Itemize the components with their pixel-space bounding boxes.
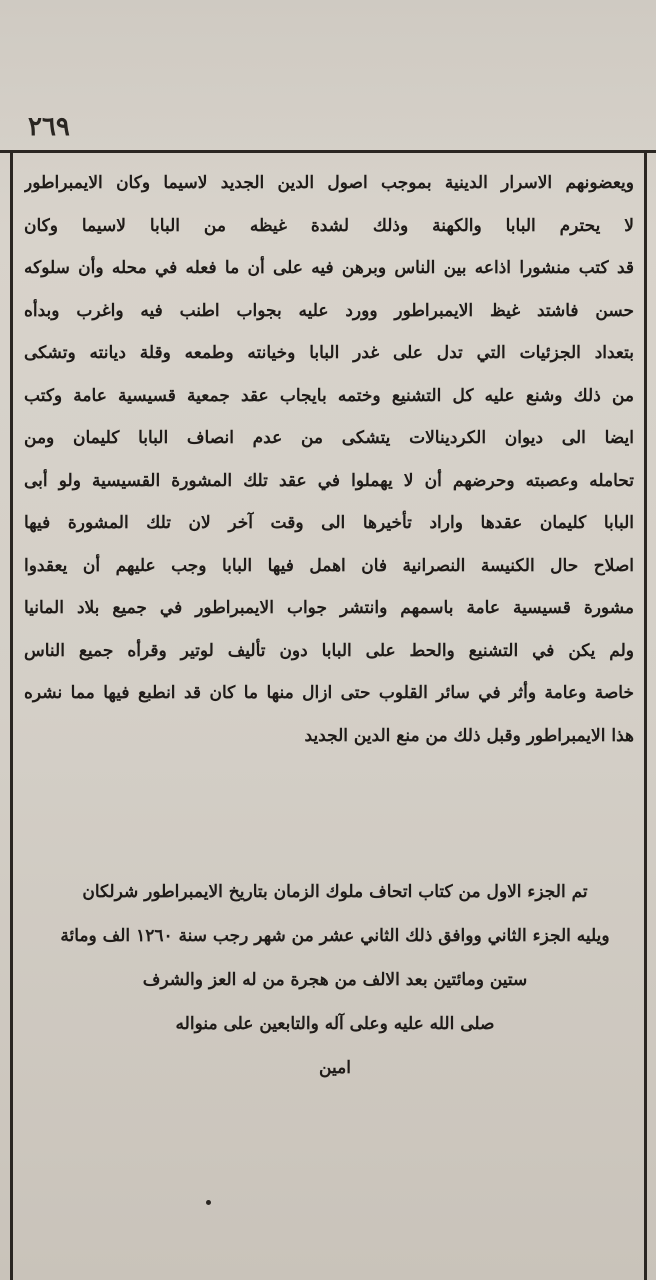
text-line-12: ولم يكن في التشنيع والحط على البابا دون تأليف لوتير وقرأه جميع الناس (24, 640, 634, 661)
colophon-line-5: امين (319, 1058, 351, 1078)
colophon-line-2: ويليه الجزء الثاني ووافق ذلك الثاني عشر من شهر رجب سنة ١٢٦٠ الف ومائة (60, 926, 610, 946)
colophon-line-4: صلى الله عليه وعلى آله والتابعين على منواله (175, 1014, 495, 1034)
text-line-3: قد كتب منشورا اذاعه بين الناس وبرهن فيه على أن ما فعله في محله وأن سلوكه (24, 258, 634, 278)
right-border-rule (644, 150, 647, 1280)
text-line-14: هذا الايمبراطور وقبل ذلك من منع الدين الجديد (304, 725, 634, 746)
colophon-line-1: تم الجزء الاول من كتاب اتحاف ملوك الزمان بتاريخ الايمبراطور شرلكان (82, 882, 588, 902)
colophon-block (40, 870, 630, 1090)
text-line-7: ايضا الى ديوان الكردينالات يتشكى من عدم انصاف البابا كليمان ومن (24, 428, 634, 448)
text-line-1: ويعضونهم الاسرار الدينية بموجب اصول الدين الجديد لاسيما وكان الايمبراطور (24, 173, 634, 193)
text-line-11: مشورة قسيسية عامة باسمهم وانتشر جواب الايمبراطور في جميع بلاد المانيا (24, 598, 634, 618)
text-line-10: اصلاح حال الكنيسة النصرانية فان اهمل فيها البابا وجب عليهم أن يعقدوا (24, 555, 634, 576)
top-border-rule (0, 150, 656, 153)
text-line-2: لا يحترم البابا والكهنة وذلك لشدة غيظه من البابا لاسيما وكان (24, 215, 634, 236)
text-line-8: تحامله وعصبته وحرضهم أن لا يهملوا في عقد تلك المشورة القسيسية ولو أبى (24, 470, 634, 491)
text-line-13: خاصة وعامة وأثر في سائر القلوب حتى ازال منها ما كان قد انطبع فيها مما نشره (24, 683, 634, 703)
text-line-6: من ذلك وشنع عليه كل التشنيع وختمه بايجاب عقد جمعية قسيسية عامة وكتب (24, 385, 634, 406)
page-number: ٢٦٩ (28, 112, 70, 142)
main-text-block (24, 162, 634, 757)
text-line-9: البابا كليمان عقدها واراد تأخيرها الى وقت آخر لان تلك المشورة فيها (24, 513, 634, 533)
left-border-rule (10, 150, 13, 1280)
ink-dot (206, 1200, 211, 1205)
text-line-4: حسن فاشتد غيظ الايمبراطور وورد عليه بجواب اطنب فيه واغرب وبدأه (24, 300, 634, 321)
colophon-line-3: ستين ومائتين بعد الالف من هجرة من له العز والشرف (142, 970, 528, 990)
text-line-5: بتعداد الجزئيات التي تدل على غدر البابا وخيانته وطمعه وقلة ديانته وتشكى (24, 343, 634, 363)
